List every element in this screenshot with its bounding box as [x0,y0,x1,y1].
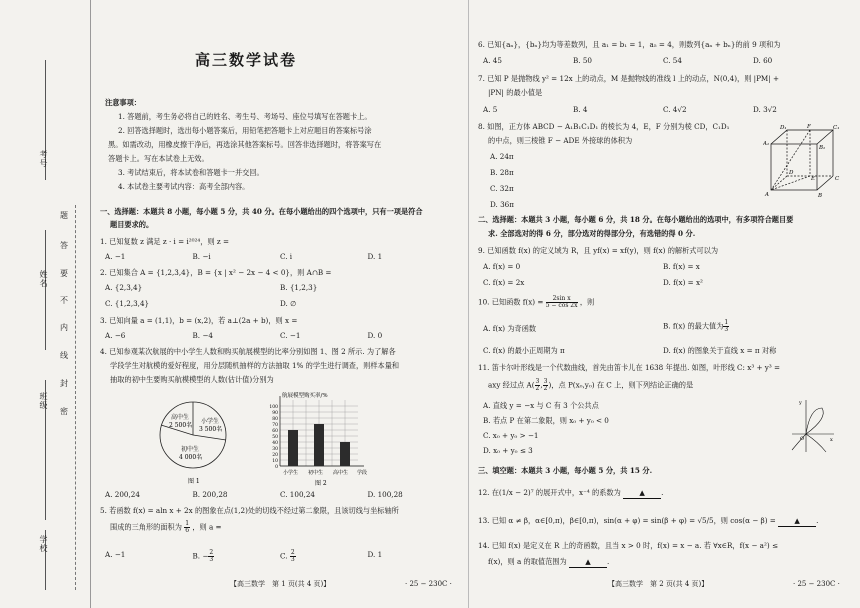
question-6-options [483,56,843,66]
option: B. − $\frac{2}{3}$ [192,549,214,563]
option: B. 若点 P 在第二象限，则 x₀ + y₀ < 0 [483,416,609,425]
question-9-options [483,262,843,287]
option: C. x₀ + y₀ > −1 [483,431,539,440]
option: C. {1,2,3,4} [105,298,150,308]
cube-label: A₁ [763,141,770,147]
note-line: 1. 答题前，考生务必将自己的姓名、考生号、考场号、座位号填写在答题卡上。 [118,112,372,121]
option: B. {1,2,3} [280,283,318,292]
option: B. −4 [192,331,213,340]
pie-label: 高中生 [171,414,190,421]
option: D. 1 [367,252,383,261]
kaohao-label: 考号 [39,150,48,168]
page-code: · 25 − 230C · [793,580,840,588]
question-14-cont: f(x)，则 a 的取值范围为 ▲ . [488,557,610,566]
note-line: 4. 本试卷主要考试内容：高考全部内容。 [118,182,250,191]
svg-text:80: 80 [272,417,278,422]
seal-char: 不 [60,296,68,305]
pie-label: 2 500名 [169,422,193,429]
svg-text:50: 50 [272,435,278,440]
notes-title: 注意事项： [105,98,141,107]
svg-text:100: 100 [269,405,278,410]
note-line: 3. 考试结束后，将本试卷和答题卡一并交回。 [118,168,264,177]
option: C. 32π [490,184,514,193]
note-line: 答题卡上。写在本试卷上无效。 [108,154,209,163]
question-5-cont: 围成的三角形的面积为 $\frac{1}{6}$ ，则 a = [110,520,222,534]
svg-text:小学生: 小学生 [283,470,299,476]
cube-label: F [807,124,811,130]
question-8-cont: 的中点，则三棱锥 F − ADE 外接球的体积为 [488,136,633,145]
option: D. 1 [367,550,383,559]
cube-figure [763,122,843,198]
svg-text:20: 20 [272,453,278,458]
option: A. −6 [105,331,126,340]
pie-label: 3 500名 [199,426,223,433]
question-2: 2. 已知集合 A = {1,2,3,4}，B = {x | x² − 2x − 4 < 0}，则 A∩B = [100,268,332,277]
cube-label: C₁ [833,125,840,131]
option: D. 36π [490,200,514,209]
question-3: 3. 已知向量 a = (1,1)，b = (x,2)，若 a⊥(2a + b)，则 x = [100,316,298,325]
cube-label: E [811,176,816,182]
question-4-options [105,490,455,500]
option: D. f(x) = x² [663,277,703,287]
svg-text:30: 30 [272,447,278,452]
option: C. $\frac{2}{3}$ [280,549,295,563]
question-4: 4. 已知参观某次航展的中小学生人数和购买航展模型的比率分别如图 1、图 2 所示. 为了解各 [100,347,396,356]
option: A. f(x) = 0 [483,262,521,271]
bar-junior [314,424,324,466]
bar-senior [340,442,350,466]
svg-text:10: 10 [272,459,278,464]
question-5: 5. 若函数 f(x) = aln x + 2x 的图象在点(1,2)处的切线不经过第二象限，且该切线与坐标轴所 [100,506,399,515]
question-6: 6. 已知{aₙ}，{bₙ}均为等差数列，且 a₁ = b₁ = 1，a₅ = 4，则数列{aₙ + bₙ}的前 9 项和为 [478,40,781,49]
seal-char: 要 [60,269,68,278]
chart-title: 航展模型购买率/% [282,393,328,399]
question-8: 8. 如图，正方体 ABCD − A₁B₁C₁D₁ 的棱长为 4，E，F 分别为棱 CD，C₁D₁ [478,122,730,131]
y-tick-labels [269,404,278,470]
note-line: 2. 回答选择题时，选出每小题答案后，用铅笔把答题卡上对应题目的答案标号涂 [118,126,372,135]
seal-char: 密 [60,407,68,416]
svg-text:高中生: 高中生 [333,470,349,476]
page-divider [468,0,469,608]
section-3-heading: 三、填空题：本题共 3 小题，每小题 5 分，共 15 分. [478,466,653,475]
option: C. −1 [280,331,301,340]
figure-caption: 图 2 [315,480,327,487]
option: B. 4 [573,105,588,114]
school-label: 学校 [39,535,48,553]
binding-margin [0,0,91,608]
x-tick-labels [283,469,367,476]
seal-char: 封 [60,379,68,388]
option: D. f(x) 的图象关于直线 x = π 对称 [663,346,777,355]
page-1 [100,0,462,608]
folium-curve-figure [788,398,836,454]
bar-primary [288,430,298,466]
question-13: 13. 已知 α ≠ β，α∈[0,π)，β∈[0,π)，sin(α + φ) = sin(β + φ) = √5/5，则 cos(α − β) = ▲ . [478,516,819,525]
option: C. f(x) 的最小正周期为 π [483,346,565,355]
figure-caption: 图 1 [188,478,200,485]
page-code: · 25 − 230C · [405,580,452,588]
question-11-cont: axy 经过点 A( $\frac{3}{2}$ , $\frac{3}{2}$ )，点 P(x₀,y₀) 在 C 上，则下列结论正确的是 [488,378,694,392]
question-1: 1. 已知复数 z 满足 z · i = i²⁰²⁴，则 z = [100,237,230,246]
bar-chart-figure-2 [260,392,380,490]
question-7-options [483,105,843,115]
option: A. {2,3,4} [105,283,143,292]
option: B. −i [192,252,211,261]
question-4-cont: 抽取的初中生要购买航模模型的人数(估计值)分别为 [110,375,274,384]
option: D. 60 [753,56,773,65]
section-1-heading: 一、选择题：本题共 8 小题，每小题 5 分，共 40 分。在每小题给出的四个选项中，只有一项是符合 [100,207,423,216]
option: D. 3√2 [753,105,777,114]
option: A. f(x) 为奇函数 [483,324,537,333]
question-12: 12. 在(1/x − 2)⁷ 的展开式中，x⁻⁴ 的系数为 ▲ . [478,488,664,497]
svg-text:90: 90 [272,411,278,416]
option: B. f(x) 的最大值为 $\frac{1}{3}$ [663,319,729,333]
page-2 [478,0,850,608]
class-label: 班级 [39,392,48,410]
option: C. 100,24 [280,490,315,499]
question-7-cont: |PN| 的最小值是 [488,88,543,97]
pie-label: 4 000名 [179,454,203,461]
question-1-options [105,252,455,262]
cube-label: D₁ [780,125,787,131]
pie-label: 小学生 [201,418,220,425]
question-2-options [105,283,455,308]
option: A. −1 [105,252,126,261]
svg-text:40: 40 [272,441,278,446]
option: D. 100,28 [367,490,403,499]
seal-line [75,205,76,590]
option: C. 54 [663,56,682,65]
cube-label: A [765,192,769,198]
pie-label: 初中生 [181,446,200,453]
question-3-options [105,331,455,341]
note-line: 黑。如需改动，用橡皮擦干净后，再选涂其他答案标号。回答非选择题时，将答案写在 [108,140,382,149]
option: D. ∅ [280,298,297,308]
seal-char: 题 [60,211,68,220]
option: A. −1 [105,550,126,559]
svg-text:初中生: 初中生 [308,470,324,476]
cube-label: C [835,176,840,182]
option: D. 0 [367,331,383,340]
seal-char: 答 [60,241,68,250]
option: A. 24π [490,152,514,161]
pie-divider [193,435,226,440]
svg-text:O: O [800,436,805,442]
question-4-cont: 学段学生对航模的爱好程度，用分层随机抽样的方法抽取 1% 的学生进行调查，则样本量和 [110,361,400,370]
page-footer: 【高三数学 第 2 页(共 4 页)】 [608,580,709,588]
exam-title: 高三数学试卷 [195,51,298,69]
question-10: 10. 已知函数 f(x) = $\frac{\text{2sin x}}{5 - \cos 2x}$ ，则 [478,295,595,309]
seal-char: 线 [60,351,68,360]
name-label: 姓名 [39,270,48,288]
question-11: 11. 笛卡尔叶形线是一个代数曲线，首先由笛卡儿在 1638 年提出. 如图，叶形线 C: x³ + y³ = [478,363,781,372]
question-14: 14. 已知 f(x) 是定义在 R 上的奇函数，且当 x > 0 时，f(x) = x − a. 若 ∀x∈R，f(x − a²) ≤ [478,541,778,550]
seal-char: 内 [60,323,68,332]
section-1-heading-cont: 题目要求的。 [110,220,154,229]
option: A. 45 [483,56,502,65]
option: C. f(x) = 2x [483,277,525,287]
option: B. 200,28 [192,490,228,499]
option: B. 28π [490,168,514,177]
option: B. f(x) = x [663,262,700,271]
question-5-options [105,550,455,563]
question-7: 7. 已知 P 是抛物线 y² = 12x 上的动点，M 是抛物线的准线 l 上的动点，N(0,4)，则 |PM| + [478,74,780,83]
question-9: 9. 已知函数 f(x) 的定义域为 R，且 yf(x) = xf(y)，则 f(x) 的解析式可以为 [478,246,719,255]
option: D. x₀ + y₀ ≤ 3 [483,446,533,455]
option: A. 5 [483,105,498,114]
option: C. 4√2 [663,105,687,114]
svg-text:x: x [830,437,833,443]
svg-text:y: y [799,400,802,406]
section-2-heading: 二、选择题：本题共 3 小题，每小题 6 分，共 18 分。在每小题给出的选项中，有多项符合题目要 [478,215,794,224]
section-2-heading-cont: 求. 全部选对的得 6 分，部分选对的得部分分，有选错的得 0 分. [488,229,696,238]
option: A. 200,24 [105,490,140,499]
option: B. 50 [573,56,592,65]
pie-chart-figure-1 [155,395,235,490]
svg-text:0: 0 [275,465,278,470]
svg-text:60: 60 [272,429,278,434]
cube-label: B [818,193,823,198]
svg-text:学段: 学段 [357,470,368,476]
option: C. i [280,252,293,261]
cube-label: B₁ [819,145,826,151]
svg-text:70: 70 [272,423,278,428]
option: A. 直线 y = −x 与 C 有 3 个公共点 [483,401,599,410]
name-line [45,230,46,350]
cube-label: D [789,170,794,176]
page-footer: 【高三数学 第 1 页(共 4 页)】 [230,580,331,588]
